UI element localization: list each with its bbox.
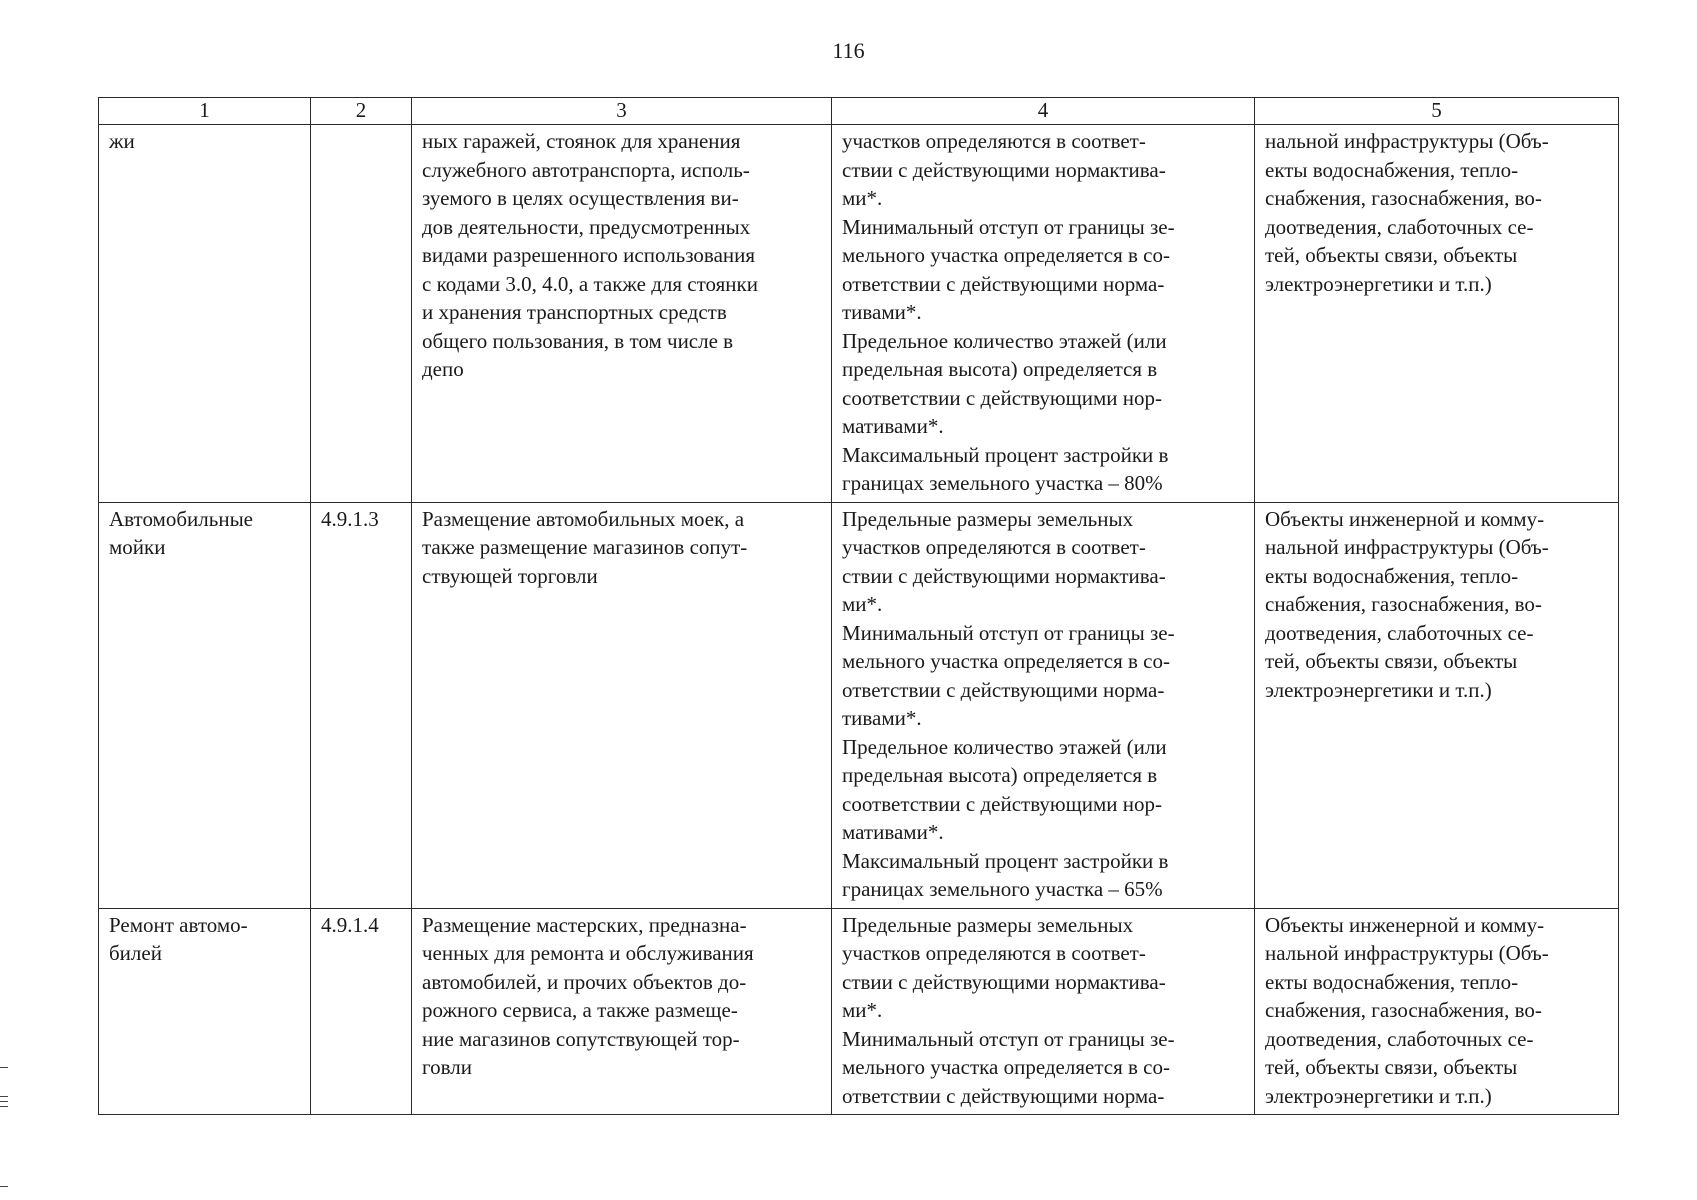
cell-text-line: Минимальный отступ от границы зе-	[842, 620, 1175, 645]
cell-use-description	[412, 125, 832, 503]
cell-text-line: дов деятельности, предусмотренных	[422, 214, 751, 239]
cell-text-line: екты водоснабжения, тепло-	[1265, 563, 1519, 588]
cell-text-line: доотведения, слаботочных се-	[1265, 620, 1534, 645]
cell-text-line: ствии с действующими нормактива-	[842, 157, 1166, 182]
cell-text-line: 4.9.1.3	[321, 506, 379, 531]
cell-use-code	[311, 908, 412, 1115]
column-header-3: 3	[412, 98, 832, 125]
cell-text-line: Объекты инженерной и комму-	[1265, 912, 1545, 937]
cell-auxiliary-uses	[1255, 125, 1619, 503]
cell-text-line: электроэнергетики и т.п.)	[1265, 271, 1492, 296]
cell-auxiliary-uses	[1255, 908, 1619, 1115]
cell-use-code	[311, 125, 412, 503]
cell-text-line: тей, объекты связи, объекты	[1265, 649, 1518, 673]
cell-text-line: Минимальный отступ от границы зе-	[842, 1026, 1175, 1051]
cell-text-line: ми*.	[842, 998, 883, 1022]
cell-text-line: служебного автотранспорта, исполь-	[422, 157, 750, 182]
cell-text-line: нальной инфраструктуры (Объ-	[1265, 941, 1549, 965]
cell-text-line: ми*.	[842, 186, 883, 210]
column-header-1: 1	[99, 98, 311, 125]
cell-text-line: Предельные размеры земельных	[842, 506, 1134, 531]
cell-text-line: ние магазинов сопутствующей тор-	[422, 1026, 740, 1051]
cell-text-line: ми*.	[842, 592, 883, 616]
cell-text-line: видами разрешенного использования	[422, 243, 756, 267]
cell-text-line: мативами*.	[842, 820, 944, 844]
cell-text-line: с кодами 3.0, 4.0, а также для стоянки	[422, 271, 758, 296]
cell-text-line: доотведения, слаботочных се-	[1265, 1026, 1534, 1051]
cell-use-description	[412, 502, 832, 908]
cell-text-line: границах земельного участка – 65%	[842, 877, 1163, 901]
cell-text-line: тей, объекты связи, объекты	[1265, 243, 1518, 267]
cell-text-line: Автомобильные	[109, 506, 253, 531]
cell-text-line: и хранения транспортных средств	[422, 300, 727, 324]
cell-use-parameters	[832, 908, 1255, 1115]
cell-use-code	[311, 502, 412, 908]
cell-use-name	[99, 502, 311, 908]
page-number: 116	[832, 38, 865, 63]
cell-text-line: также размещение магазинов сопут-	[422, 535, 748, 559]
margin-tick	[0, 1186, 8, 1187]
cell-text-line: ченных для ремонта и обслуживания	[422, 941, 754, 965]
cell-auxiliary-uses	[1255, 502, 1619, 908]
cell-text-line: Минимальный отступ от границы зе-	[842, 214, 1175, 239]
cell-text-line: екты водоснабжения, тепло-	[1265, 157, 1519, 182]
table-row	[99, 125, 1619, 503]
cell-text-line: предельная высота) определяется в	[842, 357, 1158, 381]
header-row	[99, 98, 1619, 125]
cell-text-line: билей	[109, 941, 162, 965]
cell-text-line: жи	[109, 129, 135, 153]
cell-text-line: Предельные размеры земельных	[842, 912, 1134, 937]
cell-text-line: Предельное количество этажей (или	[842, 328, 1167, 353]
cell-text-line: мельного участка определяется в со-	[842, 649, 1170, 673]
cell-text-line: Максимальный процент застройки в	[842, 442, 1169, 467]
cell-text-line: мативами*.	[842, 414, 944, 438]
column-header-4: 4	[832, 98, 1255, 125]
cell-text-line: ных гаражей, стоянок для хранения	[422, 129, 741, 153]
cell-text-line: соответствии с действующими нор-	[842, 791, 1163, 816]
cell-text-line: ответствии с действующими норма-	[842, 677, 1165, 702]
cell-text-line: мельного участка определяется в со-	[842, 1055, 1170, 1079]
cell-text-line: Размещение автомобильных моек, а	[422, 506, 745, 531]
cell-text-line: говли	[422, 1055, 472, 1079]
cell-text-line: доотведения, слаботочных се-	[1265, 214, 1534, 239]
table-row	[99, 908, 1619, 1115]
cell-text-line: ответствии с действующими норма-	[842, 271, 1165, 296]
margin-tick	[0, 1101, 8, 1102]
cell-text-line: тивами*.	[842, 706, 922, 730]
cell-text-line: Объекты инженерной и комму-	[1265, 506, 1545, 531]
cell-text-line: депо	[422, 357, 464, 381]
cell-text-line: участков определяются в соответ-	[842, 941, 1146, 965]
cell-text-line: снабжения, газоснабжения, во-	[1265, 186, 1542, 210]
cell-text-line: нальной инфраструктуры (Объ-	[1265, 129, 1549, 153]
cell-text-line: границах земельного участка – 80%	[842, 471, 1163, 495]
margin-tick	[0, 1106, 8, 1107]
cell-text-line: снабжения, газоснабжения, во-	[1265, 998, 1542, 1022]
margin-tick	[0, 1067, 8, 1068]
cell-text-line: рожного сервиса, а также размеще-	[422, 998, 738, 1022]
cell-use-name	[99, 125, 311, 503]
cell-text-line: мойки	[109, 535, 166, 559]
cell-text-line: тивами*.	[842, 300, 922, 324]
cell-text-line: мельного участка определяется в со-	[842, 243, 1170, 267]
cell-text-line: ствующей торговли	[422, 563, 598, 588]
cell-text-line: участков определяются в соответ-	[842, 129, 1146, 153]
cell-text-line: электроэнергетики и т.п.)	[1265, 677, 1492, 702]
cell-text-line: снабжения, газоснабжения, во-	[1265, 592, 1542, 616]
cell-text-line: екты водоснабжения, тепло-	[1265, 969, 1519, 994]
margin-tick	[0, 1096, 8, 1097]
cell-text-line: ответствии с действующими норма-	[842, 1083, 1165, 1108]
cell-text-line: тей, объекты связи, объекты	[1265, 1055, 1518, 1079]
cell-text-line: автомобилей, и прочих объектов до-	[422, 969, 747, 994]
cell-use-parameters	[832, 125, 1255, 503]
cell-text-line: предельная высота) определяется в	[842, 763, 1158, 787]
cell-text-line: Размещение мастерских, предназна-	[422, 912, 747, 937]
cell-text-line: Максимальный процент застройки в	[842, 848, 1169, 873]
cell-text-line: нальной инфраструктуры (Объ-	[1265, 535, 1549, 559]
cell-use-parameters	[832, 502, 1255, 908]
cell-text-line: электроэнергетики и т.п.)	[1265, 1083, 1492, 1108]
cell-use-name	[99, 908, 311, 1115]
land-use-table	[98, 97, 1619, 1115]
cell-text-line: соответствии с действующими нор-	[842, 385, 1163, 410]
column-header-5: 5	[1255, 98, 1619, 125]
cell-text-line: зуемого в целях осуществления ви-	[422, 186, 739, 210]
column-header-2: 2	[311, 98, 412, 125]
cell-text-line: ствии с действующими нормактива-	[842, 563, 1166, 588]
cell-use-description	[412, 908, 832, 1115]
table-row	[99, 502, 1619, 908]
cell-text-line: Ремонт автомо-	[109, 912, 248, 937]
cell-text-line: Предельное количество этажей (или	[842, 734, 1167, 759]
cell-text-line: участков определяются в соответ-	[842, 535, 1146, 559]
cell-text-line: 4.9.1.4	[321, 912, 379, 937]
cell-text-line: ствии с действующими нормактива-	[842, 969, 1166, 994]
cell-text-line: общего пользования, в том числе в	[422, 328, 734, 353]
